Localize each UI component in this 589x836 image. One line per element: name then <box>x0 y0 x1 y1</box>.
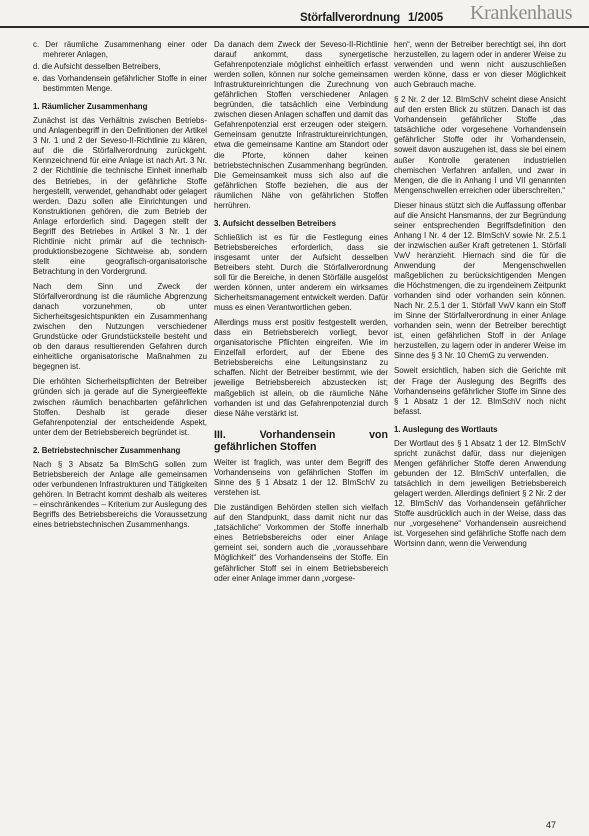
section-heading: III. Vorhandensein von gefährlichen Stoffen <box>214 428 388 453</box>
header-divider <box>0 26 589 28</box>
list-item: c. Der räumliche Zusammenhang einer oder mehrerer Anlagen, <box>33 40 207 60</box>
subheading: 3. Aufsicht desselben Betreibers <box>214 218 337 228</box>
paragraph: Nach § 3 Absatz 5a BImSchG sollen zum Betriebsbereich der Anlage alle gemeinsamen oder verbundenen Infrastrukturen und Tätigkeiten gehören. In Betracht kommt deshalb als weiteres – einschränkendes – Kriterium zur Auslegung des Begriffs des Betriebsbereichs die Voraussetzung eines betriebstechnischen Zusammenhangs. <box>33 459 207 529</box>
subheading: 1. Auslegung des Wortlauts <box>394 424 498 434</box>
paragraph: Da danach dem Zweck der Seveso-II-Richtlinie darauf ankommt, dass synergetische Gefahrenpotenziale möglichst einheitlich erfasst werden sollen, können nur solche gemeinsamen Infrastruktureinrichtungen die Zurechnung von gefährlichen Stoffen verschiedener Anlagen begründen, die tatsächlich eine Verbindung zwischen diesen Anlagen schaffen und damit das Gefahrenpotenzial erst erzeugen oder steigern. Gemeinsam genutzte Infrastruktureinrichtungen, etwa die gemeinsame Kantine am Standort oder die Pforte, können daher keinen betriebstechnischen Zusammenhang begründen. Die Gemeinsamkeit muss sich also auf die gefährlichen Stoffe beziehen, die aus der räumlichen Nähe von gefährlichen Stoffen herrühren. <box>214 40 388 210</box>
paragraph: Allerdings muss erst positiv festgestellt werden, dass ein Betriebsbereich vorliegt, bevor organisatorische Pflichten eingreifen. Wie im Einzelfall erfordert, auf der Ebene des Betriebsbereichs eine Leitungsinstanz zu schaffen. Nicht der Betreiber bestimmt, wie der jeweilige Betriebsbereich abzustecken ist; maßgeblich ist allein, ob die räumliche Nähe vorhanden ist und das Gefahrenpotenzial durch diese Nähe verstärkt ist. <box>214 318 388 418</box>
paragraph: Weiter ist fraglich, was unter dem Begriff des Vorhandenseins von gefährlichen Stoffen im Sinne des § 1 Absatz 1 der 12. BImSchV zu verstehen ist. <box>214 458 388 498</box>
paragraph: Soweit ersichtlich, haben sich die Gerichte mit der Frage der Auslegung des Begriffs des Vorhandenseins gefährlicher Stoffe im Sinne des § 1 Absatz 1 der 12. BImSchV noch nicht befasst. <box>394 366 566 416</box>
journal-logo: Krankenhaus <box>470 2 573 24</box>
list-item: d. die Aufsicht desselben Betreibers, <box>33 62 161 72</box>
paragraph: Dieser hinaus stützt sich die Auffassung offenbar auf die Ansicht Hansmanns, der zur Begründung seiner entsprechenden Begriffsdefinition den Anhang I Nr. 4 der 12. BImSchV sowie Nr. 2.5.1 der inzwischen außer Kraft getretenen 1. Störfall VwV heranzieht. Hiernach sind die für die Anwendung der Mengenschwellen maßgeblichen zu berücksichtigenden Mengen die Höchstmengen, die zu irgendeinem Zeitpunkt vorhanden sind oder vorhanden sein können. Nach Nr. 2.5.1 der 1. Störfall VwV kann ein Stoff im Sinne der Störfallverordnung in einer Anlage vorhanden sein, wenn der Betreiber berechtigt ist, einen gefährlichen Stoff in der Anlage herzustellen, zu lagern oder in anderer Weise im Sinne des § 3 Nr. 10 ChemG zu verwenden. <box>394 200 566 361</box>
paragraph: Zunächst ist das Verhältnis zwischen Betriebs- und Anlagenbegriff in den Definitionen der Artikel 3 Nr. 1 und 2 der Seveso-II-Richtlinie zu klären, auf die die Störfallverordnung zurückgeht. Kennzeichnend für eine Anlage ist nach Art. 3 Nr. 2 der Richtlinie die technische Einheit innerhalb des Betriebes, in der gefährliche Stoffe hergestellt, verwendet, gehandhabt oder gelagert werden. Dazu sollen alle Einrichtungen und Konstruktionen gehören, die zum Betrieb der Anlage erforderlich sind. Dagegen stellt der Begriff des Betriebes in Artikel 3 Nr. 1 der Richtlinie nicht primär auf die technisch-produktionsbezogene Sichtweise ab, sondern stellt eine geografisch-organisatorische Betrachtung in den Vordergrund. <box>33 116 207 276</box>
column-right <box>394 40 566 554</box>
paragraph: Der Wortlaut des § 1 Absatz 1 der 12. BImSchV spricht zunächst dafür, dass nur diejenigen Mengen gefährlicher Stoffe deren Anwendung gebunden der 12. BImSchV unterfallen, die tatsächlich in dem jeweiligen Betriebsbereich gelagert werden. Allerdings definiert § 2 Nr. 2 der 12. BImSchV das Vorhandensein gefährlicher Stoffe ausdrücklich auch in der Weise, dass das nur „vorgesehene“ Vorhandensein ausreichend ist. Vorgesehen sind gefährliche Stoffe nach dem Wortsinn dann, wenn die Verwendung <box>394 438 566 549</box>
header-title: Störfallverordnung <box>300 12 400 24</box>
paragraph: hen“, wenn der Betreiber berechtigt sei, ihn dort herzustellen, zu lagern oder in anderer Weise zu verwenden und wenn nicht auszuschließen werden könne, dass er von dieser Möglichkeit auch Gebrauch mache. <box>394 40 566 90</box>
list-item: e. das Vorhandensein gefährlicher Stoffe in einer bestimmten Menge. <box>33 74 207 94</box>
header-issue: 1/2005 <box>408 12 444 24</box>
subheading: 1. Räumlicher Zusammenhang <box>33 102 148 112</box>
subheading: 2. Betriebstechnischer Zusammenhang <box>33 445 181 455</box>
paragraph: § 2 Nr. 2 der 12. BImSchV scheint diese Ansicht auf den ersten Blick zu stützen. Danach ist das Vorhandensein gefährlicher Stoffe „das tatsächliche oder vorgesehene Vorhandensein gefährlicher Stoffe oder ihr Vorhandensein, soweit davon auszugehen ist, dass sie bei einem außer Kontrolle geratenen industriellen chemischen Verfahren anfallen, und zwar in Mengen, die die in Anhang I und VII genannten Mengenschwellen erreichen oder überschreiten.“ <box>394 95 566 195</box>
page-number: 47 <box>546 820 557 830</box>
column-middle <box>214 40 388 589</box>
paragraph: Schließlich ist es für die Festlegung eines Betriebsbereiches erforderlich, dass sie insgesamt unter der Aufsicht desselben Betreibers steht. Durch die Störfallverordnung soll für die Bereiche, in denen Störfälle ausgelöst werden können, unter anderem ein wirksames Sicherheitsmanagement entwickelt werden. Dafür muss es einen Verantwortlichen geben. <box>214 232 388 313</box>
paragraph: Die erhöhten Sicherheitspflichten der Betreiber gründen sich ja gerade auf die Synergieeffekte zwischen räumlich benachbarten gefährlichen Stoffen. Deshalb ist gerade dieser Gefahrenpotenzial der entscheidende Aspekt, unter dem der Betriebsbereich begründet ist. <box>33 377 207 437</box>
paragraph: Nach dem Sinn und Zweck der Störfallverordnung ist die räumliche Abgrenzung danach vorzunehmen, ob unter Sicherheitsgesichtspunkten ein Zusammenhang zwischen den Nutzungen verschiedener Grundstücke oder Grundstücksteile besteht und ob den daraus resultierenden Gefahren durch einheitliche organisatorische Maßnahmen zu begegnen ist. <box>33 281 207 372</box>
paragraph: Die zuständigen Behörden stellen sich vielfach auf den Standpunkt, dass damit nicht nur das „tatsächliche“ Vorkommen der Stoffe innerhalb eines Betriebsbereichs oder einer Anlage gemeint sei, sondern auch die „voraussehbare Möglichkeit“ des Vorhandenseins der Stoffe. Ein gefährlicher Stoff sei in einem Betriebsbereich oder einer Anlage immer dann „vorgese- <box>214 503 388 583</box>
column-left <box>33 40 207 535</box>
